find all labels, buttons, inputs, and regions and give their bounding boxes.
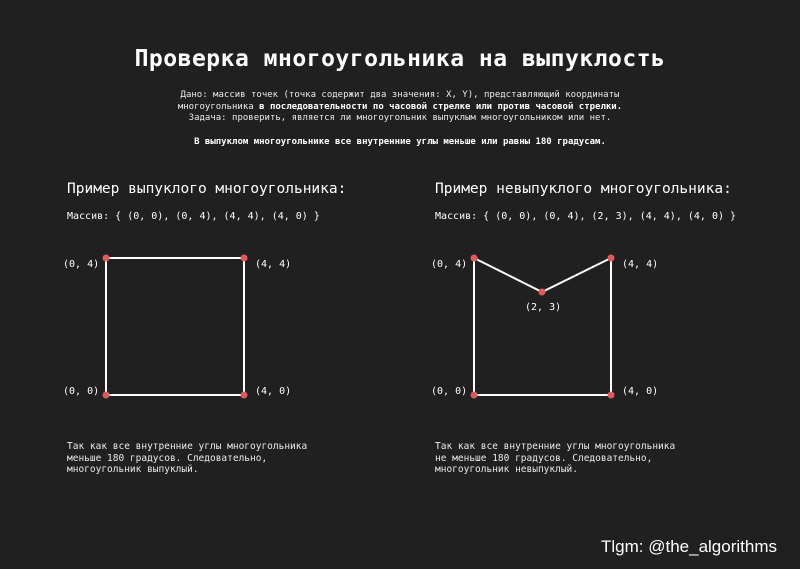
concave-label-0-4: (0, 4)	[431, 259, 468, 270]
convex-label-4-4: (4, 4)	[255, 259, 292, 270]
convex-example-heading: Пример выпуклого многоугольника:	[67, 181, 347, 197]
convex-label-0-0: (0, 0)	[63, 386, 100, 397]
convex-vertex-0-0	[103, 392, 110, 399]
convex-example-note: Так как все внутренние углы многоугольника меньше 180 градусов. Следовательно, многоугольник выпуклый.	[67, 441, 308, 475]
convex-label-0-4: (0, 4)	[63, 259, 100, 270]
concave-label-4-4: (4, 4)	[622, 259, 659, 270]
intro-line-2-text: многоугольника	[177, 101, 260, 112]
convex-vertex-4-0	[241, 392, 248, 399]
concave-label-2-3: (2, 3)	[525, 302, 562, 313]
page-title: Проверка многоугольника на выпуклость	[134, 46, 666, 72]
convex-label-4-0: (4, 0)	[255, 386, 292, 397]
concave-vertex-4-0	[608, 392, 615, 399]
convex-vertex-0-4	[103, 255, 110, 262]
concave-example-note: Так как все внутренние углы многоугольника не меньше 180 градусов. Следовательно, многоугольник невыпуклый.	[435, 441, 676, 475]
concave-vertex-4-4	[608, 255, 615, 262]
concave-vertex-2-3	[539, 289, 546, 296]
intro-line-1: Дано: массив точек (точка содержит два значения: X, Y), представляющий координаты	[180, 90, 620, 100]
concave-label-4-0: (4, 0)	[622, 386, 659, 397]
convex-polygon-outline	[106, 258, 244, 395]
concave-polygon-outline	[474, 258, 611, 395]
concave-example-array: Массив: { (0, 0), (0, 4), (2, 3), (4, 4), (4, 0) }	[435, 211, 737, 222]
intro-line-2-bold: в последовательности по часовой стрелке или против часовой стрелки.	[259, 101, 623, 112]
convexity-rule: В выпуклом многоугольнике все внутренние углы меньше или равны 180 градусам.	[194, 137, 606, 147]
concave-label-0-0: (0, 0)	[431, 386, 468, 397]
concave-vertex-0-4	[471, 255, 478, 262]
telegram-credit: Tlgm: @the_algorithms	[601, 537, 777, 556]
intro-line-3: Задача: проверить, является ли многоугольник выпуклым многоугольником или нет.	[188, 113, 612, 123]
convex-example-array: Массив: { (0, 0), (0, 4), (4, 4), (4, 0) }	[67, 211, 320, 222]
concave-polygon	[431, 255, 658, 399]
concave-example-heading: Пример невыпуклого многоугольника:	[435, 181, 732, 197]
concave-vertex-0-0	[471, 392, 478, 399]
convex-vertex-4-4	[241, 255, 248, 262]
convex-polygon	[63, 255, 291, 399]
